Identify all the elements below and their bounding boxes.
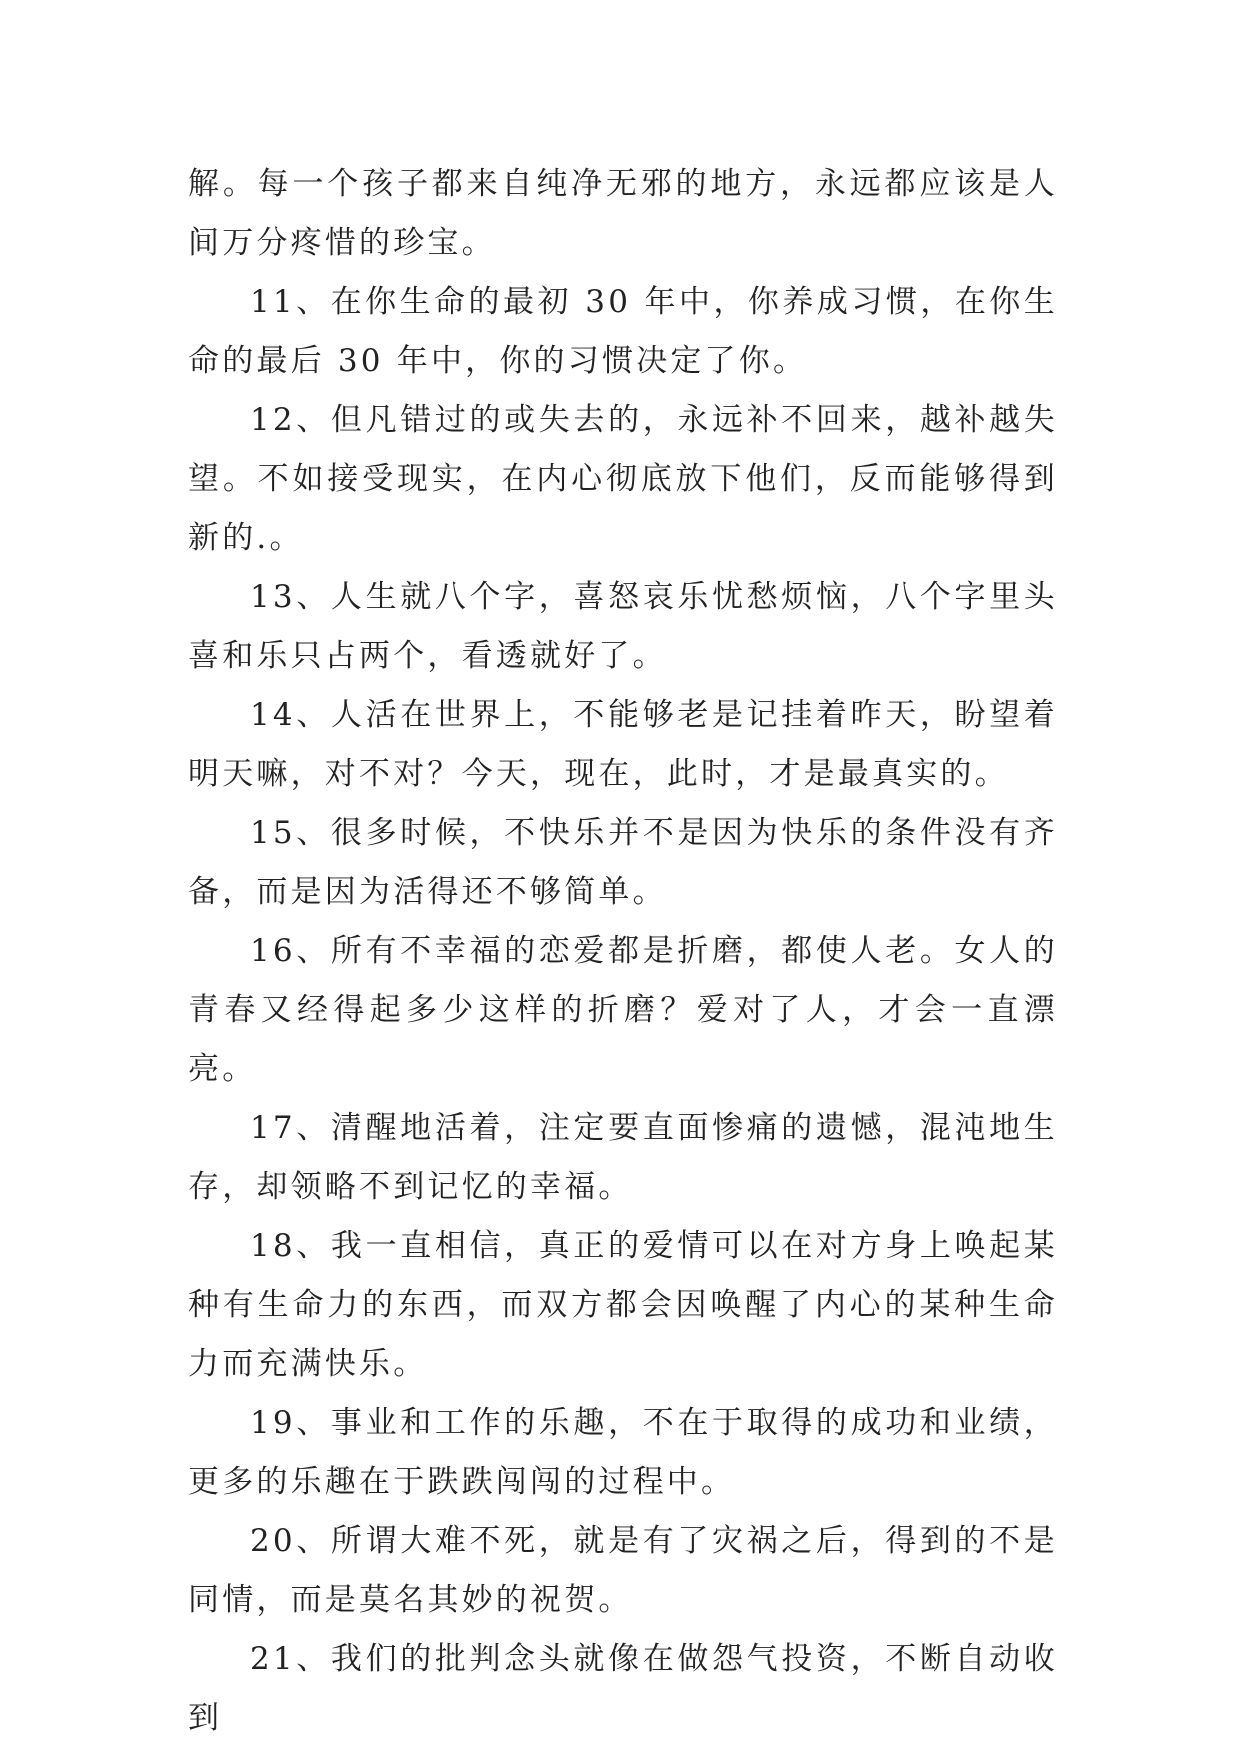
paragraph-11: 11、在你生命的最初 30 年中，你养成习惯，在你生命的最后 30 年中，你的习惯决定了你。 <box>188 284 1058 379</box>
paragraph-16: 16、所有不幸福的恋爱都是折磨，都使人老。女人的青春又经得起多少这样的折磨？爱对了人，才会一直漂亮。 <box>188 933 1058 1087</box>
paragraph-21: 21、我们的批判念头就像在做怨气投资，不断自动收到 <box>188 1641 1058 1736</box>
paragraph-12: 12、但凡错过的或失去的，永远补不回来，越补越失望。不如接受现实，在内心彻底放下他们，反而能够得到新的.。 <box>188 402 1058 556</box>
paragraph-14: 14、人活在世界上，不能够老是记挂着昨天，盼望着明天嘛，对不对？今天，现在，此时，才是最真实的。 <box>188 697 1058 792</box>
paragraph-17: 17、清醒地活着，注定要直面惨痛的遗憾，混沌地生存，却领略不到记忆的幸福。 <box>188 1110 1058 1205</box>
paragraph-continued: 解。每一个孩子都来自纯净无邪的地方，永远都应该是人间万分疼惜的珍宝。 <box>188 166 1058 261</box>
paragraph-19: 19、事业和工作的乐趣，不在于取得的成功和业绩，更多的乐趣在于跌跌闯闯的过程中。 <box>188 1405 1058 1500</box>
paragraph-15: 15、很多时候，不快乐并不是因为快乐的条件没有齐备，而是因为活得还不够简单。 <box>188 815 1058 910</box>
paragraph-20: 20、所谓大难不死，就是有了灾祸之后，得到的不是同情，而是莫名其妙的祝贺。 <box>188 1523 1058 1618</box>
paragraph-13: 13、人生就八个字，喜怒哀乐忧愁烦恼，八个字里头喜和乐只占两个，看透就好了。 <box>188 579 1058 674</box>
paragraph-18: 18、我一直相信，真正的爱情可以在对方身上唤起某种有生命力的东西，而双方都会因唤醒了内心的某种生命力而充满快乐。 <box>188 1228 1058 1382</box>
document-body <box>188 155 1058 1748</box>
